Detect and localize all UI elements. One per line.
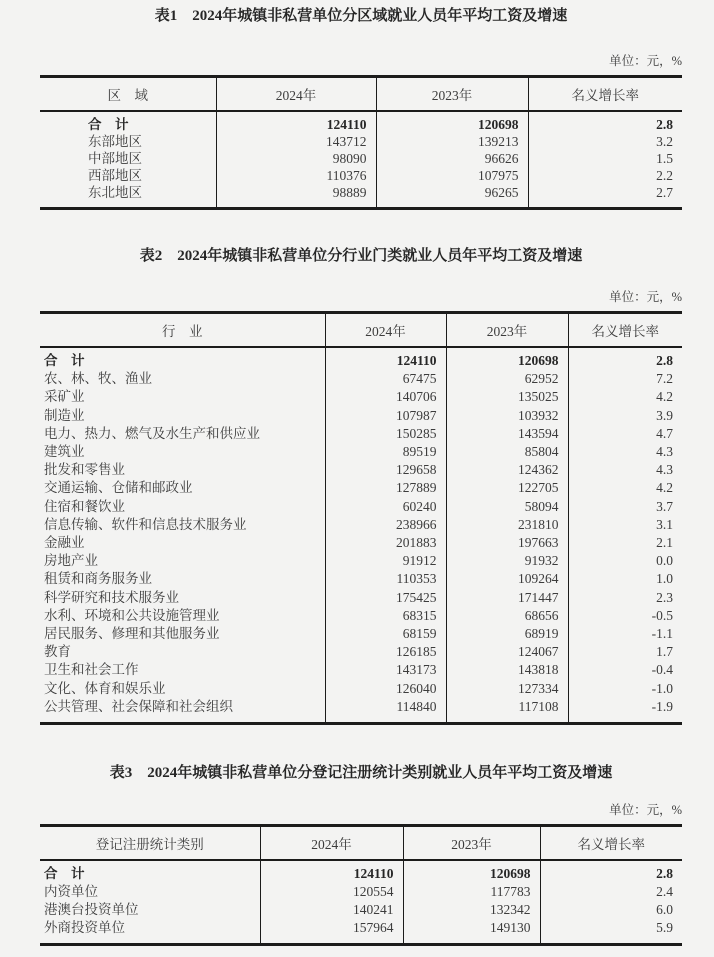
table3-section — [40, 763, 682, 946]
row-value: -0.4 — [568, 661, 682, 679]
table-row — [40, 534, 682, 552]
row-value: 103932 — [446, 407, 568, 425]
table-row — [40, 133, 682, 150]
table1-header — [40, 77, 682, 112]
table-row — [40, 443, 682, 461]
row-label: 中部地区 — [88, 151, 142, 166]
row-value: 140706 — [325, 388, 446, 406]
row-value: 122705 — [446, 479, 568, 497]
table-row — [40, 883, 682, 901]
row-value: 171447 — [446, 589, 568, 607]
table-row — [40, 901, 682, 919]
table2-unit-label: 单位：元，% — [609, 290, 682, 304]
row-value: 3.1 — [568, 516, 682, 534]
row-value: 120698 — [403, 860, 540, 883]
row-value: 110353 — [325, 570, 446, 588]
row-label: 电力、热力、燃气及水生产和供应业 — [44, 425, 260, 441]
row-label: 金融业 — [44, 535, 85, 551]
row-value: 1.5 — [528, 150, 682, 167]
row-value: 62952 — [446, 370, 568, 388]
column-header-2023: 2023年 — [376, 77, 528, 112]
row-value: 127889 — [325, 479, 446, 497]
table3-unit-label: 单位：元，% — [609, 803, 682, 818]
table-row — [40, 167, 682, 184]
table-row — [40, 680, 682, 698]
row-value: 143818 — [446, 661, 568, 679]
row-value: -0.5 — [568, 607, 682, 625]
table-row — [40, 643, 682, 661]
row-label: 居民服务、修理和其他服务业 — [44, 626, 220, 642]
row-value: 4.3 — [568, 461, 682, 479]
row-value: 231810 — [446, 516, 568, 534]
row-label: 东部地区 — [88, 134, 142, 149]
row-value: 2.2 — [528, 167, 682, 184]
row-value: 3.9 — [568, 407, 682, 425]
row-label: 教育 — [44, 644, 71, 660]
row-label: 公共管理、社会保障和社会组织 — [44, 698, 233, 714]
table-row — [40, 150, 682, 167]
row-value: 120554 — [260, 883, 403, 901]
row-value: 2.8 — [568, 347, 682, 370]
row-value: 2.3 — [568, 589, 682, 607]
table-row — [40, 407, 682, 425]
row-label: 批发和零售业 — [44, 462, 125, 478]
row-label: 港澳台投资单位 — [44, 902, 139, 918]
row-value: 68159 — [325, 625, 446, 643]
row-value: -1.1 — [568, 625, 682, 643]
row-value: 1.7 — [568, 643, 682, 661]
row-value: 85804 — [446, 443, 568, 461]
column-header-growth: 名义增长率 — [568, 313, 682, 348]
row-value: -1.0 — [568, 680, 682, 698]
table1-region-wages — [40, 75, 682, 210]
row-label: 租赁和商务服务业 — [44, 571, 152, 587]
row-label: 东北地区 — [88, 185, 142, 200]
row-value: 129658 — [325, 461, 446, 479]
row-value: 126185 — [325, 643, 446, 661]
column-header-industry: 行 业 — [40, 313, 325, 348]
row-value: 120698 — [376, 111, 528, 133]
table2-title: 表2 2024年城镇非私营单位分行业门类就业人员年平均工资及增速 — [139, 248, 583, 264]
row-value: 117108 — [446, 698, 568, 724]
row-value: 149130 — [403, 919, 540, 945]
row-value: 96265 — [376, 184, 528, 209]
row-label: 外商投资单位 — [44, 920, 125, 936]
table1-section — [40, 6, 682, 210]
row-value: 98889 — [216, 184, 376, 209]
row-value: 139213 — [376, 133, 528, 150]
row-label: 交通运输、仓储和邮政业 — [44, 480, 193, 496]
table2-body — [40, 347, 682, 724]
table-row — [40, 111, 682, 133]
table2-header — [40, 313, 682, 348]
row-label: 西部地区 — [88, 168, 142, 183]
row-value: 3.7 — [568, 498, 682, 516]
row-label: 采矿业 — [44, 389, 85, 405]
table-row — [40, 698, 682, 724]
row-value: 2.4 — [540, 883, 682, 901]
row-value: 98090 — [216, 150, 376, 167]
table-row — [40, 625, 682, 643]
row-value: 107975 — [376, 167, 528, 184]
row-value: 109264 — [446, 570, 568, 588]
row-value: 107987 — [325, 407, 446, 425]
row-value: 120698 — [446, 347, 568, 370]
row-label: 合 计 — [88, 117, 129, 132]
table-row — [40, 552, 682, 570]
header-row — [40, 77, 682, 112]
table1-title: 表1 2024年城镇非私营单位分区域就业人员年平均工资及增速 — [154, 8, 568, 24]
row-value: 68315 — [325, 607, 446, 625]
row-value: 91932 — [446, 552, 568, 570]
row-value: 68919 — [446, 625, 568, 643]
table-row — [40, 184, 682, 209]
table3-registration-wages — [40, 824, 682, 946]
column-header-2024: 2024年 — [216, 77, 376, 112]
row-value: 114840 — [325, 698, 446, 724]
table-row — [40, 570, 682, 588]
row-label: 信息传输、软件和信息技术服务业 — [44, 516, 247, 532]
row-label: 文化、体育和娱乐业 — [44, 680, 166, 696]
row-value: 238966 — [325, 516, 446, 534]
row-label: 内资单位 — [44, 884, 98, 900]
row-value: 3.2 — [528, 133, 682, 150]
row-value: 126040 — [325, 680, 446, 698]
row-value: 124110 — [325, 347, 446, 370]
column-header-2023: 2023年 — [403, 826, 540, 861]
table-row — [40, 388, 682, 406]
row-value: 4.2 — [568, 479, 682, 497]
table3-body — [40, 860, 682, 945]
table-row — [40, 479, 682, 497]
row-value: 117783 — [403, 883, 540, 901]
row-value: 96626 — [376, 150, 528, 167]
table1-body — [40, 111, 682, 209]
row-value: 6.0 — [540, 901, 682, 919]
row-value: 197663 — [446, 534, 568, 552]
table-row — [40, 860, 682, 883]
row-value: 68656 — [446, 607, 568, 625]
table-row — [40, 461, 682, 479]
row-value: 2.8 — [528, 111, 682, 133]
table-row — [40, 919, 682, 945]
row-label: 合 计 — [44, 866, 85, 882]
table1-unit-label: 单位：元，% — [609, 54, 682, 68]
table-row — [40, 425, 682, 443]
row-value: 124362 — [446, 461, 568, 479]
row-value: 4.3 — [568, 443, 682, 461]
row-value: 124110 — [260, 860, 403, 883]
row-label: 科学研究和技术服务业 — [44, 589, 179, 605]
row-label: 合 计 — [44, 353, 85, 368]
row-label: 卫生和社会工作 — [44, 662, 139, 678]
row-value: 143173 — [325, 661, 446, 679]
table2-industry-wages — [40, 311, 682, 725]
row-value: 175425 — [325, 589, 446, 607]
table-row — [40, 589, 682, 607]
row-label: 制造业 — [44, 407, 85, 423]
column-header-2023: 2023年 — [446, 313, 568, 348]
column-header-registration-type: 登记注册统计类别 — [40, 826, 260, 861]
row-value: 2.8 — [540, 860, 682, 883]
row-value: 89519 — [325, 443, 446, 461]
row-value: 91912 — [325, 552, 446, 570]
table-row — [40, 516, 682, 534]
row-value: 5.9 — [540, 919, 682, 945]
row-label: 住宿和餐饮业 — [44, 498, 125, 514]
row-value: 67475 — [325, 370, 446, 388]
header-row — [40, 313, 682, 348]
table-row — [40, 370, 682, 388]
row-label: 建筑业 — [44, 444, 85, 460]
row-value: 4.7 — [568, 425, 682, 443]
column-header-2024: 2024年 — [260, 826, 403, 861]
row-value: 124110 — [216, 111, 376, 133]
row-label: 房地产业 — [44, 553, 98, 569]
row-value: 157964 — [260, 919, 403, 945]
row-value: 140241 — [260, 901, 403, 919]
column-header-growth: 名义增长率 — [528, 77, 682, 112]
row-value: -1.9 — [568, 698, 682, 724]
table3-title: 表3 2024年城镇非私营单位分登记注册统计类别就业人员年平均工资及增速 — [109, 765, 613, 782]
row-value: 135025 — [446, 388, 568, 406]
row-value: 2.7 — [528, 184, 682, 209]
column-header-growth: 名义增长率 — [540, 826, 682, 861]
row-label: 农、林、牧、渔业 — [44, 371, 152, 387]
row-value: 143594 — [446, 425, 568, 443]
document-page — [0, 6, 714, 957]
table-row — [40, 661, 682, 679]
table-row — [40, 347, 682, 370]
row-value: 58094 — [446, 498, 568, 516]
row-value: 110376 — [216, 167, 376, 184]
row-value: 143712 — [216, 133, 376, 150]
row-value: 60240 — [325, 498, 446, 516]
table3-header — [40, 826, 682, 861]
column-header-2024: 2024年 — [325, 313, 446, 348]
row-value: 127334 — [446, 680, 568, 698]
header-row — [40, 826, 682, 861]
row-value: 132342 — [403, 901, 540, 919]
row-value: 7.2 — [568, 370, 682, 388]
row-value: 150285 — [325, 425, 446, 443]
row-value: 201883 — [325, 534, 446, 552]
row-value: 0.0 — [568, 552, 682, 570]
table-row — [40, 607, 682, 625]
row-label: 水利、环境和公共设施管理业 — [44, 607, 220, 623]
row-value: 1.0 — [568, 570, 682, 588]
row-value: 4.2 — [568, 388, 682, 406]
row-value: 2.1 — [568, 534, 682, 552]
row-value: 124067 — [446, 643, 568, 661]
column-header-region: 区 域 — [40, 77, 216, 112]
table-row — [40, 498, 682, 516]
table2-section — [40, 246, 682, 725]
